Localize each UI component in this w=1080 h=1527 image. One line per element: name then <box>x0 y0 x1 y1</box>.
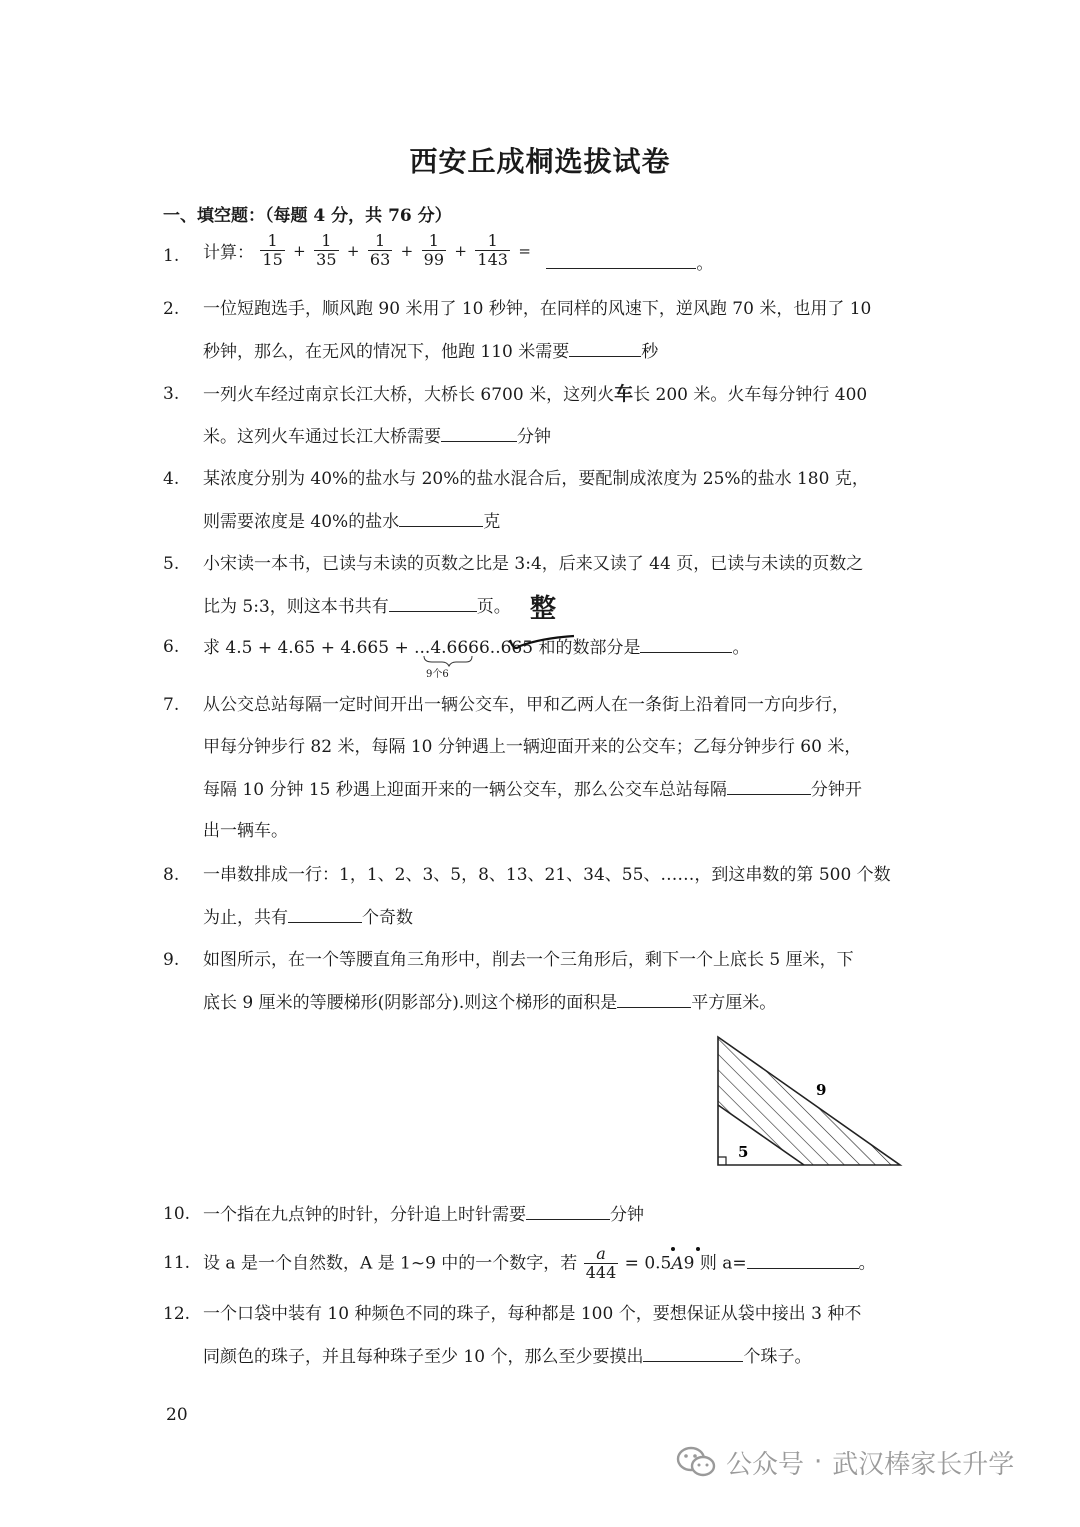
question-number: 2. <box>163 299 180 319</box>
trapezoid-figure <box>712 1033 912 1178</box>
question-text: 为止，共有 个奇数 <box>203 908 413 928</box>
fraction: $\frac{1}{143}$ <box>477 231 508 269</box>
question-text: 出一辆车。 <box>203 821 288 841</box>
question-number: 10. <box>163 1204 191 1224</box>
watermark-account: 武汉棒家长升学 <box>832 1449 1015 1480</box>
question-number: 1. <box>163 246 180 266</box>
figure-label: 9 <box>816 1081 827 1099</box>
watermark: 公众号 · 武汉棒家长升学 <box>676 1442 1014 1482</box>
question-number: 12. <box>163 1304 191 1324</box>
handwritten-correction: 车 <box>614 383 634 405</box>
answer-blank <box>569 340 641 357</box>
question-text: 一个口袋中装有 10 种频色不同的珠子，每种都是 100 个，要想保证从袋中接出 3 种不 <box>203 1304 862 1324</box>
question-text: 则需要浓度是 40%的盐水 克 <box>203 512 501 532</box>
answer-blank <box>640 636 732 653</box>
question-text: 甲每分钟步行 82 米，每隔 10 分钟遇上一辆迎面开来的公交车；乙每分钟步行 60 米， <box>203 737 862 757</box>
question-text: 一个指在九点钟的时针，分针追上时针需要 分钟 <box>203 1205 644 1225</box>
question-number: 3. <box>163 384 180 404</box>
page-title: 西安丘成桐选拔试卷 <box>409 145 671 178</box>
question-text: 小宋读一本书，已读与未读的页数之比是 3:4，后来又读了 44 页，已读与未读的页数之 <box>203 554 864 574</box>
watermark-text: 公众号 <box>726 1449 805 1480</box>
question-number: 8. <box>163 865 180 885</box>
answer-blank <box>617 991 691 1008</box>
question-text: 一串数排成一行：1，1、2、3、5，8、13、21、34、55、……，到这串数的第 500 个数 <box>203 865 891 885</box>
question-1: 计算： $\frac{1}{15}$ + $\frac{1}{35}$ + $\frac{1}{63}$ + $\frac{1}{99}$ + $\frac{1}{143}$ = 。 <box>203 231 714 274</box>
question-text: 某浓度分别为 40%的盐水与 20%的盐水混合后，要配制成浓度为 25%的盐水 180 克， <box>203 469 869 489</box>
question-text: 一列火车经过南京长江大桥，大桥长 6700 米，这列火车长 200 米。火车每分钟行 400 <box>203 383 868 405</box>
page-number: 20 <box>166 1405 188 1425</box>
question-number: 5. <box>163 554 180 574</box>
underbrace-label: 9个6 <box>426 669 449 680</box>
question-number: 11. <box>163 1253 191 1273</box>
repeating-dots <box>668 1244 708 1254</box>
answer-blank <box>727 778 811 795</box>
answer-blank <box>643 1345 743 1362</box>
repeating-digit: A <box>671 1253 684 1274</box>
question-number: 7. <box>163 695 180 715</box>
section-heading: 一、填空题：（每题 4 分，共 76 分） <box>163 206 452 226</box>
question-text: 每隔 10 分钟 15 秒遇上迎面开来的一辆公交车，那么公交车总站每隔 分钟开 <box>203 780 862 800</box>
answer-blank <box>288 906 362 923</box>
answer-blank <box>441 425 517 442</box>
fraction: $\frac{1}{63}$ <box>369 231 391 269</box>
question-number: 9. <box>163 950 180 970</box>
question-number: 6. <box>163 637 180 657</box>
question-text: 一位短跑选手，顺风跑 90 米用了 10 秒钟，在同样的风速下，逆风跑 70 米，也用了 10 <box>203 299 872 319</box>
question-text: 秒钟，那么，在无风的情况下，他跑 110 米需要 秒 <box>203 342 659 362</box>
answer-blank <box>399 510 483 527</box>
answer-blank <box>546 252 696 269</box>
fraction: $\frac{a}{444}$ <box>585 1244 617 1282</box>
question-text: 底长 9 厘米的等腰梯形(阴影部分).则这个梯形的面积是 平方厘米。 <box>203 993 777 1013</box>
question-text: 比为 5:3，则这本书共有 页。 <box>203 597 511 617</box>
question-number: 4. <box>163 469 180 489</box>
fraction: $\frac{1}{15}$ <box>262 231 283 269</box>
answer-blank <box>526 1203 610 1220</box>
question-text: 求 4.5 + 4.65 + 4.665 + ...4.6666..665 和的数部分是 。 <box>203 638 750 658</box>
answer-blank <box>747 1258 859 1269</box>
figure-label: 5 <box>738 1143 749 1161</box>
question-text: 同颜色的珠子，并且每种珠子至少 10 个，那么至少要摸出 个珠子。 <box>203 1347 812 1367</box>
q1-prefix: 计算： <box>203 243 254 263</box>
question-text: 米。这列火车通过长江大桥需要 分钟 <box>203 427 551 447</box>
question-text: 设 a 是一个自然数，A 是 1~9 中的一个数字，若 $\frac{a}{444}$ = 0.5A9 则 a= 。 <box>203 1244 876 1282</box>
wechat-icon <box>676 1445 716 1479</box>
handwritten-note: 整 <box>530 594 557 624</box>
fraction: $\frac{1}{99}$ <box>423 231 445 269</box>
answer-blank <box>389 595 477 612</box>
repeating-digit: 9 <box>683 1253 695 1274</box>
fraction: $\frac{1}{35}$ <box>316 231 337 269</box>
question-text: 从公交总站每隔一定时间开出一辆公交车，甲和乙两人在一条街上沿着同一方向步行， <box>203 695 849 715</box>
question-text: 如图所示，在一个等腰直角三角形中，削去一个三角形后，剩下一个上底长 5 厘米，下 <box>203 950 854 970</box>
